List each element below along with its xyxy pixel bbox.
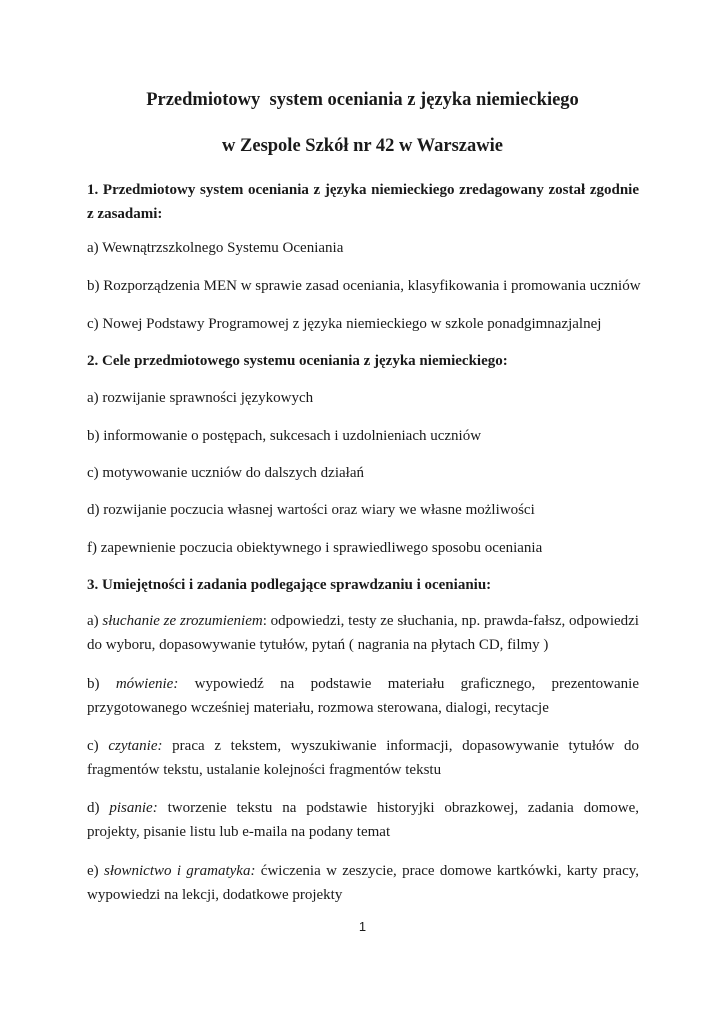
item-prefix: d) bbox=[87, 800, 110, 816]
section-3-item-d bbox=[87, 796, 639, 844]
section-3-item-c bbox=[87, 734, 639, 782]
section-1-heading: 1. Przedmiotowy system oceniania z języka niemieckiego zredagowany został zgodnie z zasadami: bbox=[87, 182, 639, 222]
skill-description: praca z tekstem, wyszukiwanie informacji, dopasowywanie tytułów do fragmentów tekstu, ustalanie kolejności fragmentów tekstu bbox=[87, 738, 640, 778]
skill-description: : odpowiedzi, testy ze słuchania, np. prawda-fałsz, odpowiedzi do wyboru, dopasowywanie tytułów, pytań ( nagrania na płytach CD, filmy ) bbox=[87, 613, 639, 653]
item-prefix: a) bbox=[87, 613, 103, 629]
skill-description: wypowiedź na podstawie materiału graficznego, prezentowanie przygotowanego wcześniej materiału, rozmowa sterowana, dialogi, recytacje bbox=[87, 676, 639, 716]
section-2-item-b: b) informowanie o postępach, sukcesach i uzdolnieniach uczniów bbox=[87, 428, 482, 444]
page-number: 1 bbox=[358, 919, 367, 934]
skill-label: pisanie: bbox=[109, 800, 158, 816]
section-3-heading: 3. Umiejętności i zadania podlegające sprawdzaniu i ocenianiu: bbox=[87, 577, 492, 593]
item-prefix: b) bbox=[87, 676, 116, 692]
section-1-item-c: c) Nowej Podstawy Programowej z języka niemieckiego w szkole ponadgimnazjalnej bbox=[87, 316, 602, 332]
section-2-item-f: f) zapewnienie poczucia obiektywnego i sprawiedliwego sposobu oceniania bbox=[87, 540, 543, 556]
skill-label: mówienie: bbox=[115, 676, 179, 692]
skill-label: słuchanie ze zrozumieniem bbox=[102, 613, 263, 629]
page-subtitle: w Zespole Szkół nr 42 w Warszawie bbox=[222, 136, 503, 156]
skill-description: ćwiczenia w zeszycie, prace domowe kartkówki, karty pracy, wypowiedzi na lekcji, dodatkowe projekty bbox=[87, 863, 640, 903]
item-prefix: c) bbox=[87, 738, 109, 754]
section-2-item-d: d) rozwijanie poczucia własnej wartości oraz wiary we własne możliwości bbox=[87, 502, 535, 518]
section-3-item-b bbox=[87, 672, 639, 720]
section-1-item-b: b) Rozporządzenia MEN w sprawie zasad oceniania, klasyfikowania i promowania uczniów bbox=[87, 278, 641, 294]
section-2-item-c: c) motywowanie uczniów do dalszych działań bbox=[87, 465, 364, 481]
skill-label: słownictwo i gramatyka: bbox=[103, 863, 256, 879]
section-3-item-a bbox=[87, 609, 639, 657]
section-2-heading: 2. Cele przedmiotowego systemu oceniania z języka niemieckiego: bbox=[87, 353, 508, 369]
skill-label: czytanie: bbox=[108, 738, 163, 754]
section-3-item-e bbox=[87, 859, 639, 907]
item-prefix: e) bbox=[87, 863, 104, 879]
section-1-item-a: a) Wewnątrzszkolnego Systemu Oceniania bbox=[87, 240, 344, 256]
skill-description: tworzenie tekstu na podstawie historyjki obrazkowej, zadania domowe, projekty, pisanie listu lub e-maila na podany temat bbox=[87, 800, 640, 840]
page-title: Przedmiotowy system oceniania z języka niemieckiego bbox=[146, 90, 579, 110]
section-2-item-a: a) rozwijanie sprawności językowych bbox=[87, 390, 314, 406]
